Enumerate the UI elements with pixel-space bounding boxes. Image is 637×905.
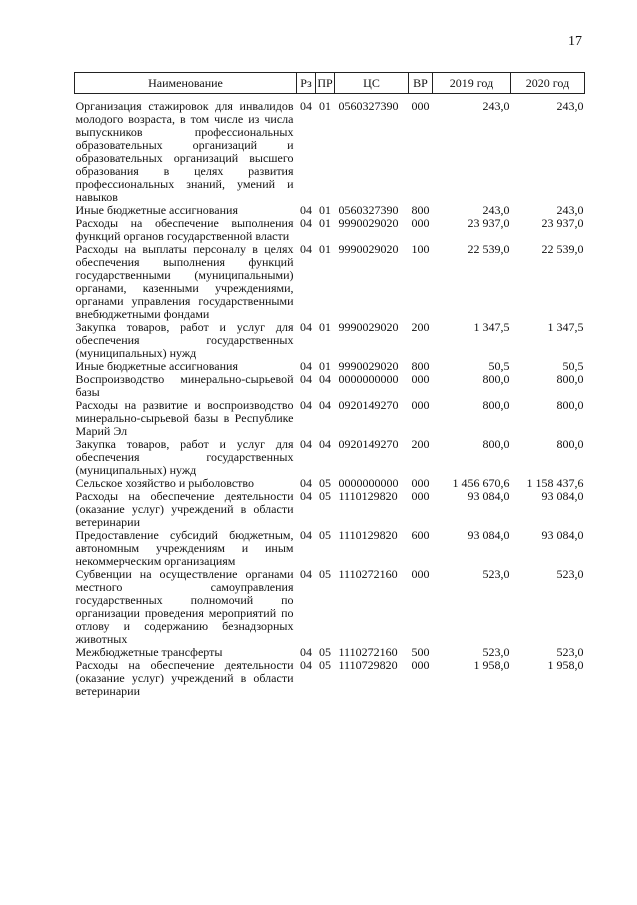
cell-y2019: 523,0 bbox=[482, 567, 510, 581]
cell-vr: 000 bbox=[411, 99, 430, 113]
table-row bbox=[75, 659, 585, 698]
cell-cs: 1110272160 bbox=[338, 645, 398, 659]
cell-y2019: 23 937,0 bbox=[467, 216, 510, 230]
cell-cs: 0920149270 bbox=[338, 398, 399, 412]
cell-y2020: 243,0 bbox=[556, 99, 584, 113]
cell-y2020: 1 158 437,6 bbox=[526, 476, 584, 490]
cell-name: Иные бюджетные ассигнования bbox=[75, 359, 238, 373]
cell-rz: 04 bbox=[300, 658, 312, 672]
cell-cs: 9990029020 bbox=[338, 359, 399, 373]
cell-y2019: 93 084,0 bbox=[467, 528, 510, 542]
cell-name: Расходы на обеспечение деятельности (оказание услуг) учреждений в области ветеринарии bbox=[75, 489, 294, 529]
cell-y2020: 1 958,0 bbox=[547, 658, 584, 672]
cell-pr: 01 bbox=[319, 320, 331, 334]
header-name: Наименование bbox=[75, 73, 297, 94]
cell-pr: 01 bbox=[319, 359, 331, 373]
cell-cs: 1110129820 bbox=[338, 489, 398, 503]
cell-name: Сельское хозяйство и рыболовство bbox=[75, 476, 255, 490]
cell-pr: 04 bbox=[319, 437, 331, 451]
cell-y2020: 800,0 bbox=[556, 372, 584, 386]
cell-cs: 9990029020 bbox=[338, 320, 399, 334]
cell-pr: 01 bbox=[319, 242, 331, 256]
cell-name: Расходы на обеспечение деятельности (оказание услуг) учреждений в области ветеринарии bbox=[75, 658, 294, 698]
cell-y2019: 22 539,0 bbox=[467, 242, 510, 256]
cell-name: Межбюджетные трансферты bbox=[75, 645, 223, 659]
header-2020: 2020 год bbox=[511, 73, 585, 94]
cell-name: Воспроизводство минерально-сырьевой базы bbox=[75, 372, 294, 399]
cell-y2020: 50,5 bbox=[562, 359, 584, 373]
cell-vr: 500 bbox=[411, 645, 430, 659]
cell-rz: 04 bbox=[300, 437, 312, 451]
cell-y2019: 1 347,5 bbox=[473, 320, 510, 334]
cell-y2019: 523,0 bbox=[482, 645, 510, 659]
table-row bbox=[75, 438, 585, 477]
cell-rz: 04 bbox=[300, 216, 312, 230]
table-body bbox=[75, 94, 585, 699]
cell-pr: 05 bbox=[319, 567, 331, 581]
cell-rz: 04 bbox=[300, 476, 312, 490]
header-rz: Рз bbox=[297, 73, 316, 94]
table-row bbox=[75, 399, 585, 438]
cell-y2020: 93 084,0 bbox=[541, 528, 584, 542]
budget-table bbox=[74, 72, 585, 698]
cell-y2019: 800,0 bbox=[482, 398, 510, 412]
header-cs: ЦС bbox=[335, 73, 409, 94]
cell-y2020: 23 937,0 bbox=[541, 216, 584, 230]
cell-cs: 0560327390 bbox=[338, 99, 399, 113]
table-row bbox=[75, 373, 585, 399]
cell-cs: 0000000000 bbox=[338, 372, 399, 386]
cell-cs: 0000000000 bbox=[338, 476, 399, 490]
cell-pr: 05 bbox=[319, 489, 331, 503]
cell-y2020: 1 347,5 bbox=[547, 320, 584, 334]
cell-cs: 9990029020 bbox=[338, 216, 399, 230]
cell-rz: 04 bbox=[300, 645, 312, 659]
cell-vr: 000 bbox=[411, 489, 430, 503]
cell-vr: 800 bbox=[411, 359, 430, 373]
cell-name: Предоставление субсидий бюджетным, автономным учреждениям и иным некоммерческим организациям bbox=[75, 528, 294, 568]
table-row bbox=[75, 243, 585, 321]
cell-vr: 600 bbox=[411, 528, 430, 542]
cell-rz: 04 bbox=[300, 99, 312, 113]
cell-cs: 1110129820 bbox=[338, 528, 398, 542]
page-number: 17 bbox=[568, 34, 582, 49]
cell-pr: 01 bbox=[319, 99, 331, 113]
cell-name: Расходы на обеспечение выполнения функций органов государственной власти bbox=[75, 216, 294, 243]
table-header bbox=[75, 73, 585, 94]
cell-pr: 01 bbox=[319, 216, 331, 230]
cell-pr: 05 bbox=[319, 528, 331, 542]
table-row bbox=[75, 321, 585, 360]
cell-rz: 04 bbox=[300, 372, 312, 386]
cell-y2019: 800,0 bbox=[482, 372, 510, 386]
cell-name: Закупка товаров, работ и услуг для обеспечения государственных (муниципальных) нужд bbox=[75, 437, 294, 477]
header-vr: ВР bbox=[409, 73, 433, 94]
cell-pr: 05 bbox=[319, 658, 331, 672]
cell-name: Расходы на развитие и воспроизводство минерально-сырьевой базы в Республике Марий Эл bbox=[75, 398, 294, 438]
cell-cs: 1110729820 bbox=[338, 658, 398, 672]
cell-cs: 9990029020 bbox=[338, 242, 399, 256]
cell-y2020: 243,0 bbox=[556, 203, 584, 217]
table-row bbox=[75, 94, 585, 205]
cell-rz: 04 bbox=[300, 489, 312, 503]
cell-pr: 05 bbox=[319, 476, 331, 490]
header-2019: 2019 год bbox=[433, 73, 511, 94]
table-row bbox=[75, 217, 585, 243]
cell-pr: 01 bbox=[319, 203, 331, 217]
cell-y2020: 93 084,0 bbox=[541, 489, 584, 503]
cell-y2019: 800,0 bbox=[482, 437, 510, 451]
cell-vr: 100 bbox=[411, 242, 430, 256]
cell-y2019: 243,0 bbox=[482, 203, 510, 217]
cell-rz: 04 bbox=[300, 242, 312, 256]
cell-pr: 04 bbox=[319, 398, 331, 412]
cell-vr: 800 bbox=[411, 203, 430, 217]
cell-y2020: 22 539,0 bbox=[541, 242, 584, 256]
cell-pr: 04 bbox=[319, 372, 331, 386]
cell-vr: 000 bbox=[411, 398, 430, 412]
cell-y2019: 243,0 bbox=[482, 99, 510, 113]
cell-y2019: 1 456 670,6 bbox=[452, 476, 510, 490]
table-row bbox=[75, 490, 585, 529]
cell-pr: 05 bbox=[319, 645, 331, 659]
cell-y2020: 800,0 bbox=[556, 398, 584, 412]
cell-y2019: 93 084,0 bbox=[467, 489, 510, 503]
cell-rz: 04 bbox=[300, 398, 312, 412]
cell-cs: 0560327390 bbox=[338, 203, 399, 217]
cell-vr: 000 bbox=[411, 476, 430, 490]
cell-vr: 000 bbox=[411, 658, 430, 672]
cell-cs: 0920149270 bbox=[338, 437, 399, 451]
cell-name: Расходы на выплаты персоналу в целях обеспечения выполнения функций государственными (муниципальными) органами, казенными учреждениями, органами управления государственными внебюджетными фондами bbox=[75, 242, 294, 321]
cell-name: Закупка товаров, работ и услуг для обеспечения государственных (муниципальных) нужд bbox=[75, 320, 294, 360]
cell-name: Организация стажировок для инвалидов молодого возраста, в том числе из числа выпускников профессиональных образовательных организаций и образовательных организаций высшего образования в целях развития профессиональных знаний, умений и навыков bbox=[75, 99, 294, 204]
cell-y2020: 800,0 bbox=[556, 437, 584, 451]
cell-vr: 000 bbox=[411, 372, 430, 386]
cell-vr: 000 bbox=[411, 567, 430, 581]
header-pr: ПР bbox=[316, 73, 335, 94]
cell-name: Иные бюджетные ассигнования bbox=[75, 203, 238, 217]
cell-rz: 04 bbox=[300, 320, 312, 334]
table-row bbox=[75, 568, 585, 646]
cell-rz: 04 bbox=[300, 567, 312, 581]
cell-y2019: 50,5 bbox=[488, 359, 510, 373]
cell-y2020: 523,0 bbox=[556, 645, 584, 659]
cell-name: Субвенции на осуществление органами местного самоуправления государственных полномочий по организации проведения мероприятий по отлову и содержанию безнадзорных животных bbox=[75, 567, 294, 646]
cell-vr: 200 bbox=[411, 437, 430, 451]
cell-rz: 04 bbox=[300, 203, 312, 217]
cell-vr: 000 bbox=[411, 216, 430, 230]
cell-rz: 04 bbox=[300, 359, 312, 373]
cell-y2020: 523,0 bbox=[556, 567, 584, 581]
table-row bbox=[75, 529, 585, 568]
cell-cs: 1110272160 bbox=[338, 567, 398, 581]
cell-y2019: 1 958,0 bbox=[473, 658, 510, 672]
cell-rz: 04 bbox=[300, 528, 312, 542]
cell-vr: 200 bbox=[411, 320, 430, 334]
